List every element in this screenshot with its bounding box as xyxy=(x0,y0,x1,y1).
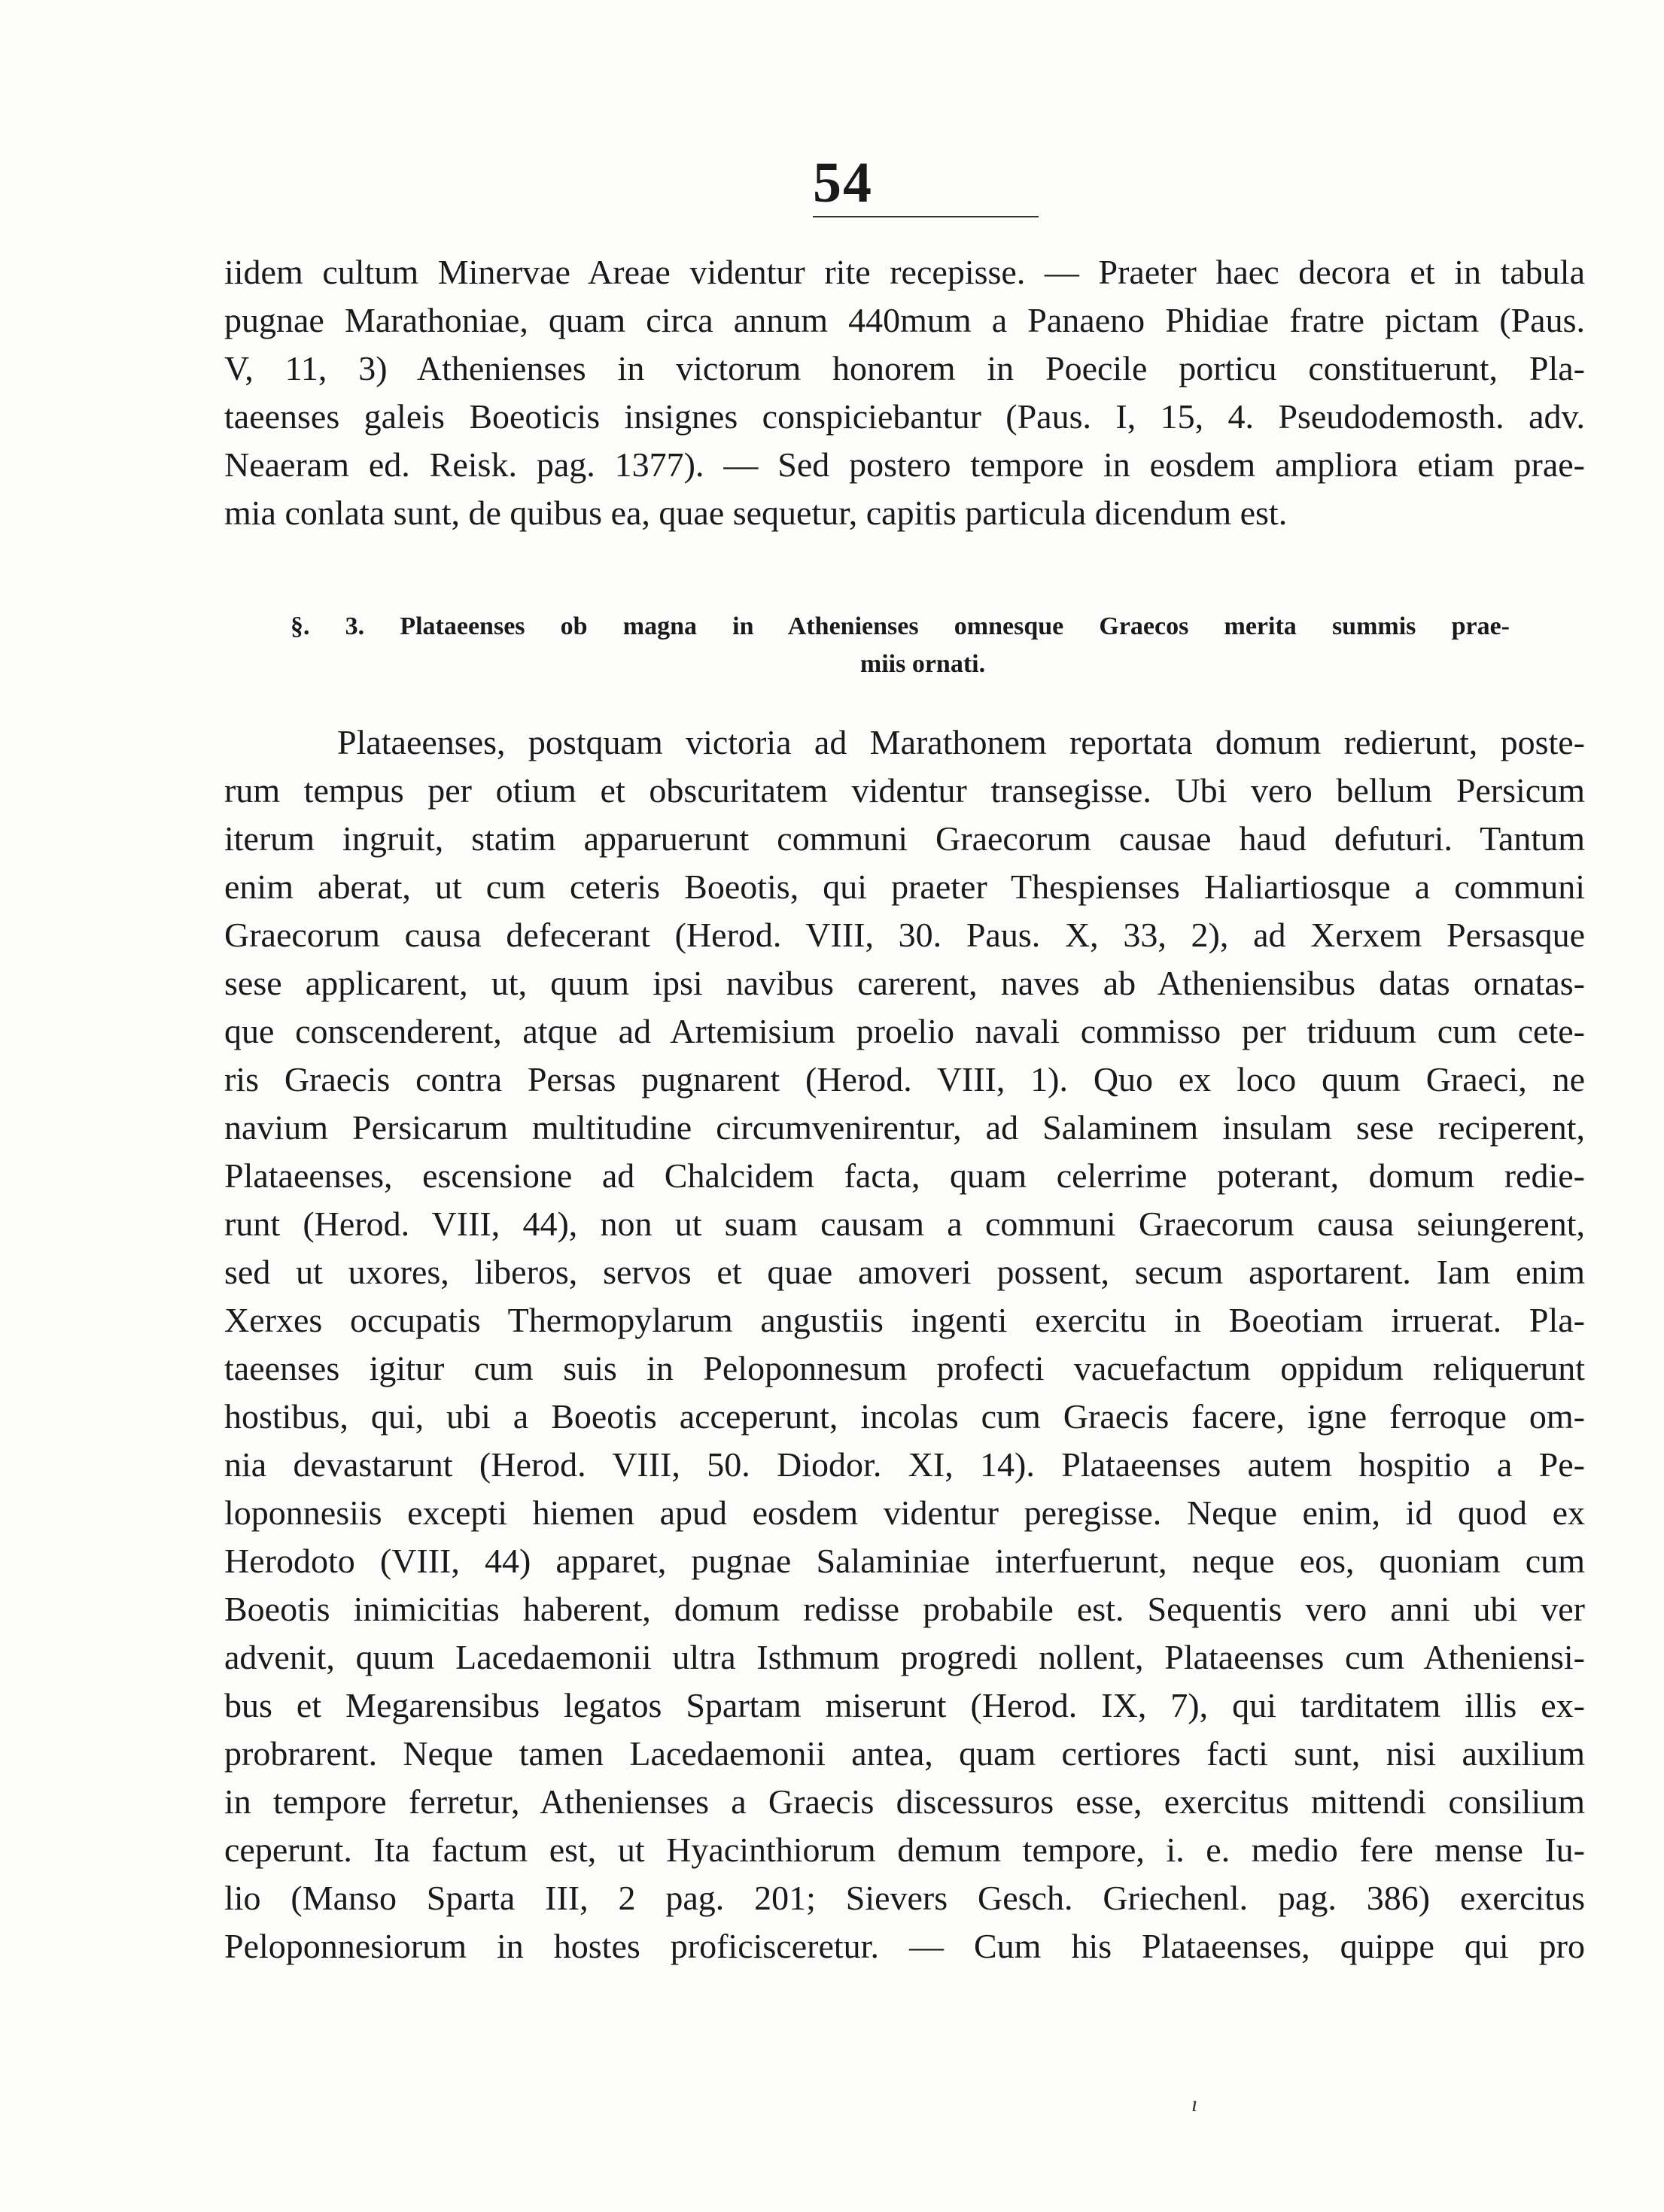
section-heading-line: miis ornati. xyxy=(859,650,986,678)
text-line: Herodoto (VIII, 44) apparet, pugnae Salaminiae interfuerunt, neque eos, quoniam cum xyxy=(224,1542,1585,1580)
text-line: nia devastarunt (Herod. VIII, 50. Diodor. XI, 14). Plataeenses autem hospitio a Pe- xyxy=(224,1445,1585,1484)
text-line: advenit, quum Lacedaemonii ultra Isthmum progredi nollent, Plataeenses cum Atheniensi- xyxy=(224,1638,1585,1676)
body-paragraph xyxy=(224,719,1585,1970)
text-line: ceperunt. Ita factum est, ut Hyacinthiorum demum tempore, i. e. medio fere mense Iu- xyxy=(224,1831,1585,1869)
text-line: Plataeenses, escensione ad Chalcidem facta, quam celerrime poterant, domum redie- xyxy=(224,1156,1585,1195)
text-line: hostibus, qui, ubi a Boeotis acceperunt, incolas cum Graecis facere, igne ferroque om- xyxy=(224,1397,1585,1436)
text-line: mia conlata sunt, de quibus ea, quae sequetur, capitis particula dicendum est. xyxy=(224,494,1288,532)
text-line: bus et Megarensibus legatos Spartam miserunt (Herod. IX, 7), qui tarditatem illis ex- xyxy=(224,1686,1585,1724)
text-line: lio (Manso Sparta III, 2 pag. 201; Sievers Gesch. Griechenl. pag. 386) exercitus xyxy=(224,1879,1585,1917)
text-line: navium Persicarum multitudine circumvenirentur, ad Salaminem insulam sese reciperent, xyxy=(224,1108,1585,1147)
text-line: Neaeram ed. Reisk. pag. 1377). — Sed postero tempore in eosdem ampliora etiam prae- xyxy=(224,445,1585,484)
text-line: enim aberat, ut cum ceteris Boeotis, qui praeter Thespienses Haliartiosque a communi xyxy=(224,867,1585,906)
footer-mark: ı xyxy=(1191,2092,1198,2116)
text-line: Graecorum causa defecerant (Herod. VIII, 30. Paus. X, 33, 2), ad Xerxem Persasque xyxy=(224,916,1585,954)
text-line: ris Graecis contra Persas pugnarent (Herod. VIII, 1). Quo ex loco quum Graeci, ne xyxy=(224,1060,1585,1098)
text-line: loponnesiis excepti hiemen apud eosdem videntur peregisse. Neque enim, id quod ex xyxy=(224,1493,1585,1532)
text-line: que conscenderent, atque ad Artemisium proelio navali commisso per triduum cum cete- xyxy=(224,1012,1585,1050)
text-line: iterum ingruit, statim apparuerunt communi Graecorum causae haud defuturi. Tantum xyxy=(224,819,1585,858)
section-heading xyxy=(291,608,1510,683)
text-line: taeenses igitur cum suis in Peloponnesum profecti vacuefactum oppidum reliquerunt xyxy=(224,1349,1585,1387)
text-line: pugnae Marathoniae, quam circa annum 440mum a Panaeno Phidiae fratre pictam (Paus. xyxy=(224,301,1585,339)
text-line: V, 11, 3) Athenienses in victorum honorem in Poecile porticu constituerunt, Pla- xyxy=(224,349,1585,387)
text-line: Xerxes occupatis Thermopylarum angustiis ingenti exercitu in Boeotiam irruerat. Pla- xyxy=(224,1301,1585,1339)
text-line: rum tempus per otium et obscuritatem videntur transegisse. Ubi vero bellum Persicum xyxy=(224,771,1585,810)
text-line: iidem cultum Minervae Areae videntur rite recepisse. — Praeter haec decora et in tabula xyxy=(224,253,1585,291)
text-line: taeenses galeis Boeoticis insignes conspiciebantur (Paus. I, 15, 4. Pseudodemosth. adv. xyxy=(224,397,1585,436)
intro-paragraph xyxy=(224,248,1585,537)
text-line: runt (Herod. VIII, 44), non ut suam causam a communi Graecorum causa seiungerent, xyxy=(224,1205,1585,1243)
section-heading-line: §. 3. Plataeenses ob magna in Athenienses omnesque Graecos merita summis prae- xyxy=(291,612,1510,640)
page-number: 54 xyxy=(813,151,873,214)
text-line: in tempore ferretur, Athenienses a Graecis discessuros esse, exercitus mittendi consilium xyxy=(224,1782,1585,1821)
text-line: sese applicarent, ut, quum ipsi navibus carerent, naves ab Atheniensibus datas ornatas- xyxy=(224,964,1585,1002)
text-line: sed ut uxores, liberos, servos et quae amoveri possent, secum asportarent. Iam enim xyxy=(224,1253,1585,1291)
text-line: Peloponnesiorum in hostes proficisceretur. — Cum his Plataeenses, quippe qui pro xyxy=(224,1927,1585,1965)
text-line: probrarent. Neque tamen Lacedaemonii antea, quam certiores facti sunt, nisi auxilium xyxy=(224,1734,1585,1773)
header-rule xyxy=(813,216,1039,217)
text-line: Plataeenses, postquam victoria ad Marathonem reportata domum redierunt, poste- xyxy=(337,723,1585,761)
text-line: Boeotis inimicitias haberent, domum redisse probabile est. Sequentis vero anni ubi ver xyxy=(224,1590,1585,1628)
